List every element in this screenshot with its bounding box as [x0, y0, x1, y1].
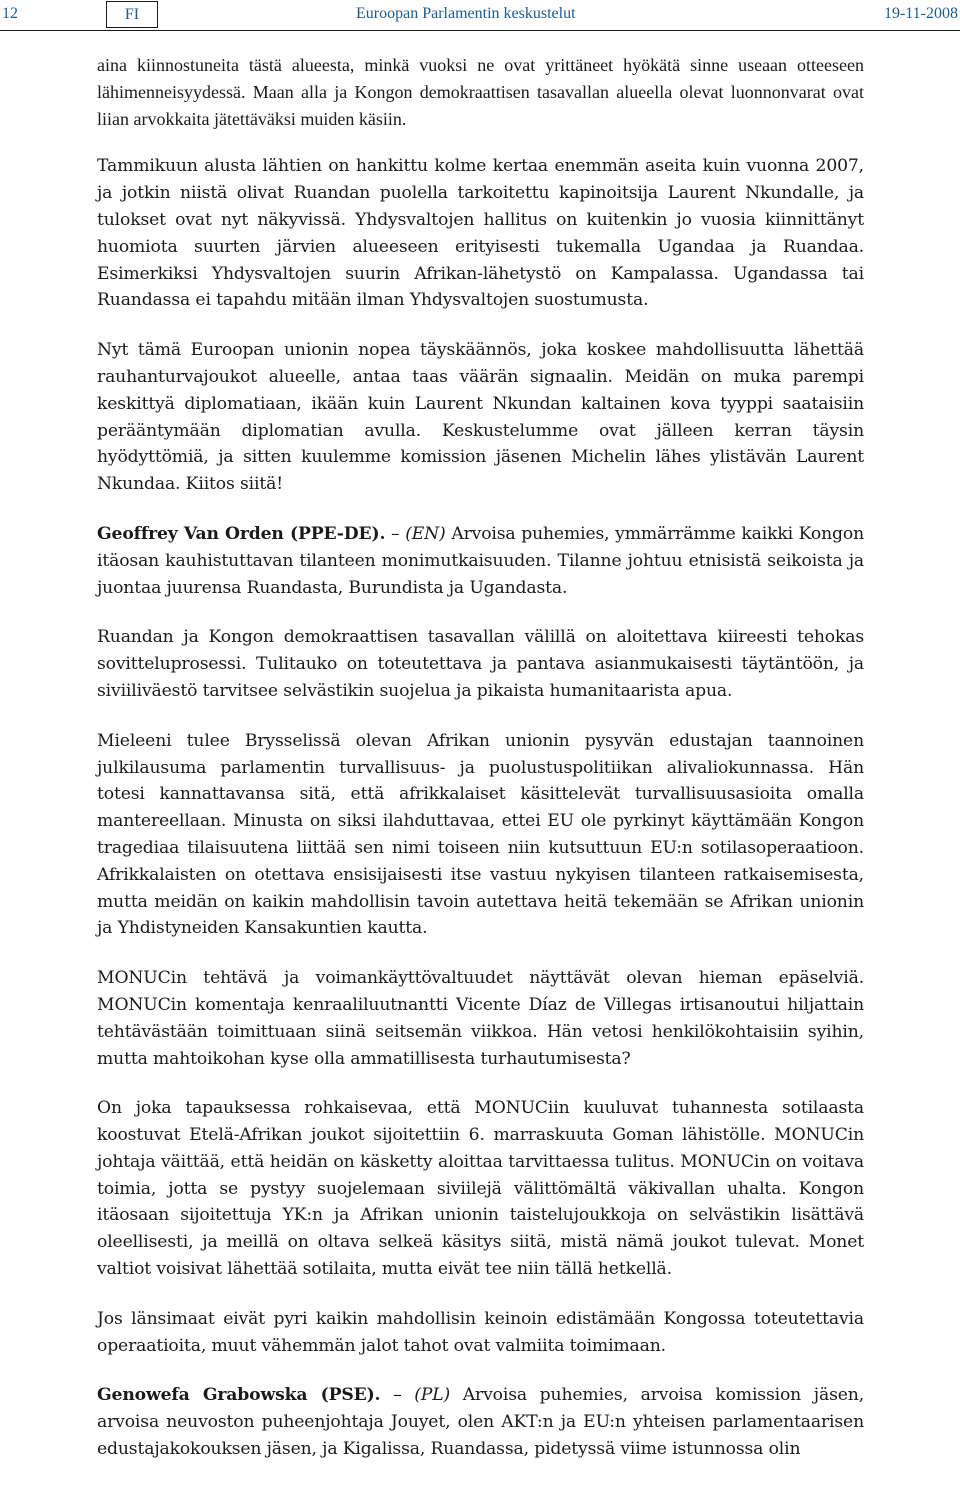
page-header — [0, 0, 960, 31]
speech-language: (EN) — [405, 523, 446, 544]
speech-paragraph: Geoffrey Van Orden (PPE-DE). – (EN) Arvoisa puhemies, ymmärrämme kaikki Kongon itäosan kauhistuttavan tilanteen monimutkaisuuden. Tilanne johtuu etnisistä seikoista ja juontaa juurensa Ruandasta, Burundista ja Ugandasta. — [97, 523, 864, 598]
language-code: FI — [106, 1, 158, 28]
publication-title: Euroopan Parlamentin keskustelut — [356, 5, 576, 22]
speech-language: (PL) — [414, 1385, 451, 1406]
speech-paragraph: Genowefa Grabowska (PSE). – (PL) Arvoisa puhemies, arvoisa komission jäsen, arvoisa neuvoston puheenjohtaja Jouyet, olen AKT:n ja EU:n yhteisen parlamentaarisen edustajakokouksen jäsen, ja Kigalissa, Ruandassa, pidetyssä viime istunnossa olin — [97, 1385, 865, 1460]
publication-date: 19-11-2008 — [883, 5, 958, 22]
paragraph: Mieleeni tulee Brysselissä olevan Afrikan unionin pysyvän edustajan taannoinen julkilausuma parlamentin turvallisuus- ja puolustuspolitiikan alivaliokunnassa. Hän totesi kannattavansa sitä, että afrikkalaiset käsittelevät turvallisuusasioita omalla mantereellaan. Minusta on siksi ilahduttavaa, ettei EU ole pyrkinyt käyttämään Kongon tragediaa tilaisuutena liittää sen nimi toiseen niin kutsuttuun EU:n sotilasoperaatioon. Afrikkalaisten on otettava ensisijaisesti itse vastuu nykyisen tilanteen ratkaisemisesta, mutta meidän on kaikin mahdollisin tavoin autettava heitä tekemään se Afrikan unionin ja Yhdistyneiden Kansakuntien kautta. — [97, 730, 864, 939]
paragraph: Tammikuun alusta lähtien on hankittu kolme kertaa enemmän aseita kuin vuonna 2007, ja jotkin niistä olivat Ruandan puolella tarkoitettu kapinoitsija Laurent Nkundalle, ja tulokset ovat nyt näkyvissä. Yhdysvaltojen hallitus on kuitenkin jo vuosia kiinnittänyt huomiota suurten järvien alueeseen erityisesti tukemalla Ugandaa ja Ruandaa. Esimerkiksi Yhdysvaltojen suurin Afrikan-lähetystö on Kampalassa. Ugandassa tai Ruandassa ei tapahdu mitään ilman Yhdysvaltojen suostumusta. — [97, 156, 864, 311]
paragraph: aina kiinnostuneita tästä alueesta, minkä vuoksi ne ovat yrittäneet hyökätä sinne useaan otteeseen lähimenneisyydessä. Maan alla ja Kongon demokraattisen tasavallan alueella olevat luonnonvarat ovat liian arvokkaita jätettäväksi muiden käsiin. — [97, 55, 864, 129]
paragraph: MONUCin tehtävä ja voimankäyttövaltuudet näyttävät olevan hieman epäselviä. MONUCin komentaja kenraaliluutnantti Vicente Díaz de Villegas irtisanoutui hiljattain tehtävästään toimittuaan siinä seitsemän viikkoa. Hän vetosi henkilökohtaisiin syihin, mutta mahtoikohan kyse olla ammatillisesta turhautumisesta? — [97, 968, 864, 1069]
paragraph: On joka tapauksessa rohkaisevaa, että MONUCiin kuuluvat tuhannesta sotilaasta koostuvat Etelä-Afrikan joukot sijoitettiin 6. marraskuuta Goman lähistölle. MONUCin johtaja väittää, että heidän on käsketty aloittaa tarvittaessa tulitus. MONUCin on voitava toimia, jotta se pystyy suojelemaan siviilejä välittömältä väkivallan uhalta. Kongon itäosaan sijoitettuja YK:n ja Afrikan unionin taistelujoukkoja on selvästikin lisättävä oleellisesti, ja meillä on oltava selkeä käsitys siitä, mistä nämä joukot tulevat. Monet valtiot voisivat lähettää sotilaita, mutta eivät tee niin tällä hetkellä. — [97, 1098, 864, 1280]
paragraph: Jos länsimaat eivät pyri kaikin mahdollisin keinoin edistämään Kongossa toteutettavia operaatioita, muut vähemmän jalot tahot ovat valmiita toimimaan. — [97, 1308, 864, 1356]
speaker-name: Geoffrey Van Orden (PPE-DE). — [97, 523, 386, 544]
paragraph: Nyt tämä Euroopan unionin nopea täyskäännös, joka koskee mahdollisuutta lähettää rauhanturvajoukot alueelle, antaa taas väärän signaalin. Meidän on muka parempi keskittyä diplomatiaan, ikään kuin Laurent Nkundan kaltainen kova tyyppi saataisiin perääntymään diplomatian avulla. Keskustelumme ovat jälleen kerran täysin hyödyttömiä, ja sitten kuulemme komission jäsenen Michelin lähes ylistävän Laurent Nkundaa. Kiitos siitä! — [97, 340, 864, 495]
paragraph: Ruandan ja Kongon demokraattisen tasavallan välillä on aloitettava kiireesti tehokas sovitteluprosessi. Tulitauko on toteutettava ja pantava asianmukaisesti täytäntöön, ja siviiliväestö tarvitsee selvästikin suojelua ja pikaista humanitaarista apua. — [97, 627, 864, 701]
page-number: 12 — [2, 5, 18, 22]
document-body — [97, 52, 864, 1486]
speaker-name: Genowefa Grabowska (PSE). — [97, 1385, 381, 1406]
